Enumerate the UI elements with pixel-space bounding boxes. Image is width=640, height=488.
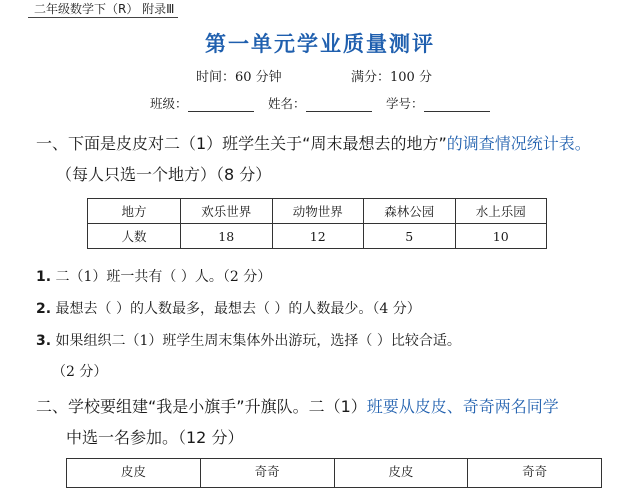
question-2-text-highlight: 班要从皮皮、奇奇两名同学 [366,397,559,416]
sub-question-2 [36,298,421,318]
table-cell: 皮皮 [334,459,468,488]
table-cell: 10 [455,224,547,249]
number-label: 学号： [386,96,424,111]
sub-question-text: 如果组织二（1）班学生周末集体外出游玩，选择（ ）比较合适。 [55,333,461,349]
table-cell: 动物世界 [272,199,364,224]
table-cell: 18 [181,224,273,249]
sub-question-text: 二（1）班一共有（ ）人。（2 分） [55,269,272,285]
sub-question-3 [36,330,461,350]
question-2-text: 二、学校要组建“我是小旗手”升旗队。二（1） [36,397,367,416]
table-cell: 欢乐世界 [181,199,273,224]
class-blank [188,98,254,112]
page-title: 第一单元学业质量测评 [205,32,435,56]
sub-question-3-score: （2 分） [52,364,108,380]
sub-question-text: 最想去（ ）的人数最多，最想去（ ）的人数最少。（4 分） [55,301,421,317]
question-1-text: 一、下面是皮皮对二（1）班学生关于“周末最想去的地方” [36,134,447,153]
question-2-line2: 中选一名参加。（12 分） [66,428,244,447]
table-header-row [67,459,602,488]
table-cell: 奇奇 [200,459,334,488]
candidate-table [66,458,602,488]
question-1-text-highlight: 的调查情况统计表。 [446,134,591,153]
survey-table [87,198,547,249]
table-header-row [88,199,547,224]
question-1-line2: （每人只选一个地方）（8 分） [56,165,272,184]
question-2-line1 [36,394,559,417]
breadcrumb: 二年级数学下（R） 附录Ⅲ [34,2,175,16]
score-info: 满分：100 分 [351,70,432,85]
sub-question-number: 1. [36,269,52,285]
name-blank [306,98,372,112]
table-cell: 人数 [88,224,181,249]
table-cell: 地方 [88,199,181,224]
table-cell: 奇奇 [468,459,602,488]
sub-question-number: 3. [36,333,52,349]
sub-question-number: 2. [36,301,52,317]
table-cell: 森林公园 [364,199,456,224]
table-cell: 5 [364,224,456,249]
table-row [88,224,547,249]
name-label: 姓名： [268,96,306,111]
number-blank [424,98,490,112]
table-cell: 水上乐园 [455,199,547,224]
class-field [150,94,254,112]
table-cell: 12 [272,224,364,249]
name-field [268,94,372,112]
header-divider [28,17,178,18]
sub-question-1 [36,266,271,286]
table-cell: 皮皮 [67,459,201,488]
question-1-line1 [36,131,591,154]
class-label: 班级： [150,96,188,111]
number-field [386,94,490,112]
time-info: 时间：60 分钟 [196,70,282,85]
